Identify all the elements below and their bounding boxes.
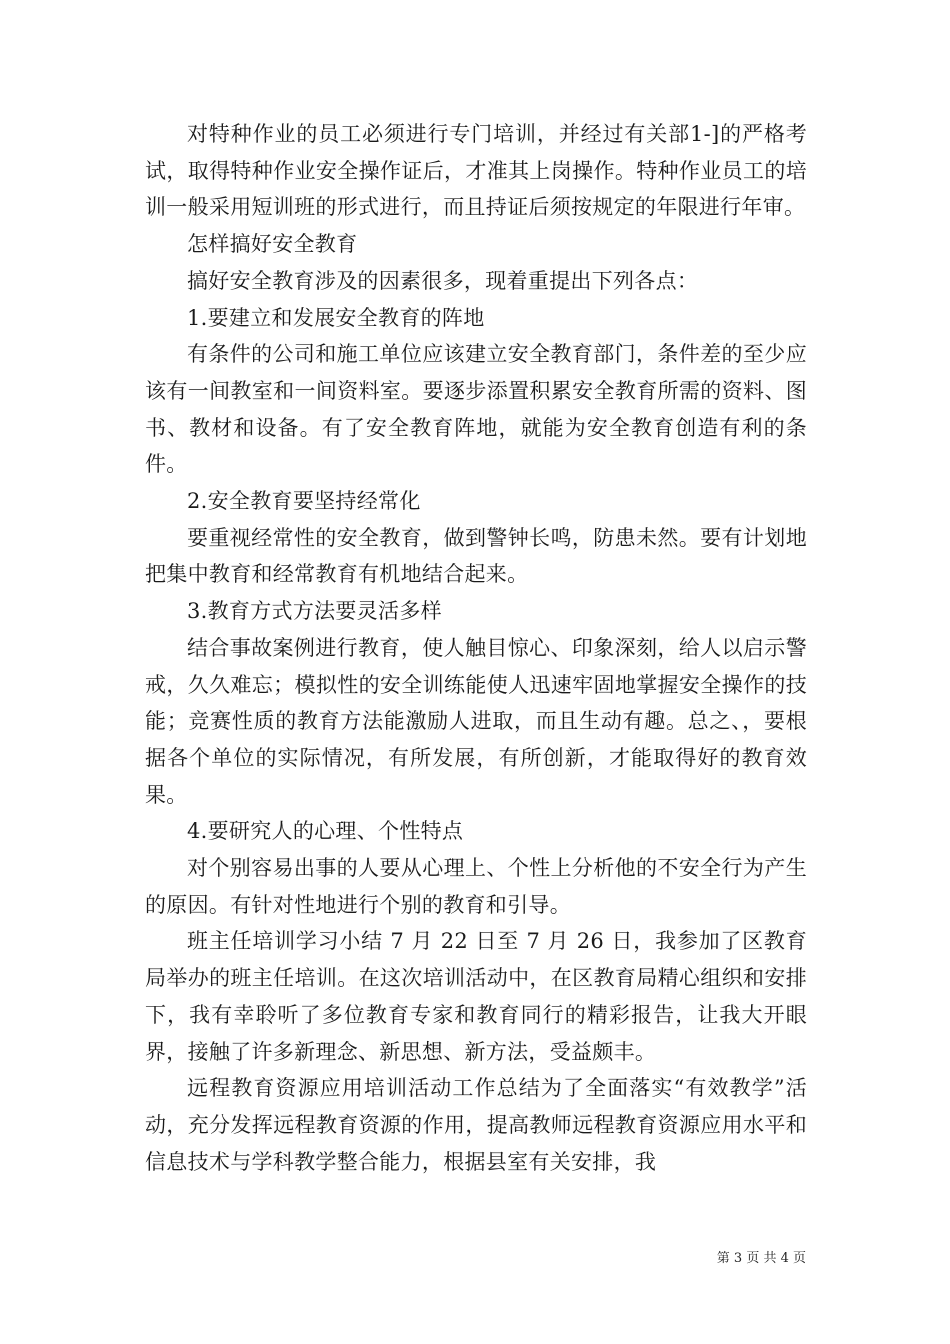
paragraph-point-4: 对个别容易出事的人要从心理上、个性上分析他的不安全行为产生的原因。有针对性地进行个别的教育和引导。 [145, 856, 807, 917]
heading-point-4: 4.要研究人的心理、个性特点 [187, 819, 464, 844]
page-number-footer: 第 3 页 共 4 页 [716, 1251, 806, 1266]
paragraph-point-2: 要重视经常性的安全教育，做到警钟长鸣，防患未然。要有计划地把集中教育和经常教育有机地结合起来。 [145, 525, 807, 587]
heading-point-1: 1.要建立和发展安全教育的阵地 [187, 305, 485, 330]
document-body [145, 116, 807, 1180]
heading-point-3: 3.教育方式方法要灵活多样 [187, 599, 442, 624]
paragraph-point-3: 结合事故案例进行教育，使人触目惊心、印象深刻，给人以启示警戒，久久难忘；模拟性的安全训练能使人迅速牢固地掌握安全操作的技能；竞赛性质的教育方法能激励人进取，而且生动有趣。总之、，要根据各个单位的实际情况，有所发展，有所创新，才能取得好的教育效果。 [145, 635, 807, 807]
paragraph-teacher-training-summary: 班主任培训学习小结 7 月 22 日至 7 月 26 日，我参加了区教育局举办的班主任培训。在这次培训活动中，在区教育局精心组织和安排下，我有幸聆听了多位教育专家和教育同行的精彩报告，让我大开眼界，接触了许多新理念、新思想、新方法，受益颇丰。 [145, 929, 807, 1064]
heading-point-2: 2.安全教育要坚持经常化 [187, 489, 421, 514]
paragraph-factors-intro: 搞好安全教育涉及的因素很多，现着重提出下列各点： [187, 268, 699, 293]
paragraph-point-1: 有条件的公司和施工单位应该建立安全教育部门，条件差的至少应该有一间教室和一间资料室。要逐步添置积累安全教育所需的资料、图书、教材和设备。有了安全教育阵地，就能为安全教育创造有利的条件。 [145, 342, 807, 477]
paragraph-remote-education-summary: 远程教育资源应用培训活动工作总结为了全面落实“有效教学”活动，充分发挥远程教育资源的作用，提高教师远程教育资源应用水平和信息技术与学科教学整合能力，根据县室有关安排，我 [145, 1076, 807, 1174]
paragraph-special-operations-training: 对特种作业的员工必须进行专门培训，并经过有关部1-]的严格考试，取得特种作业安全操作证后，才准其上岗操作。特种作业员工的培训一般采用短训班的形式进行，而且持证后须按规定的年限进行年审。 [145, 122, 807, 220]
heading-how-to-do-safety-education: 怎样搞好安全教育 [187, 232, 358, 257]
